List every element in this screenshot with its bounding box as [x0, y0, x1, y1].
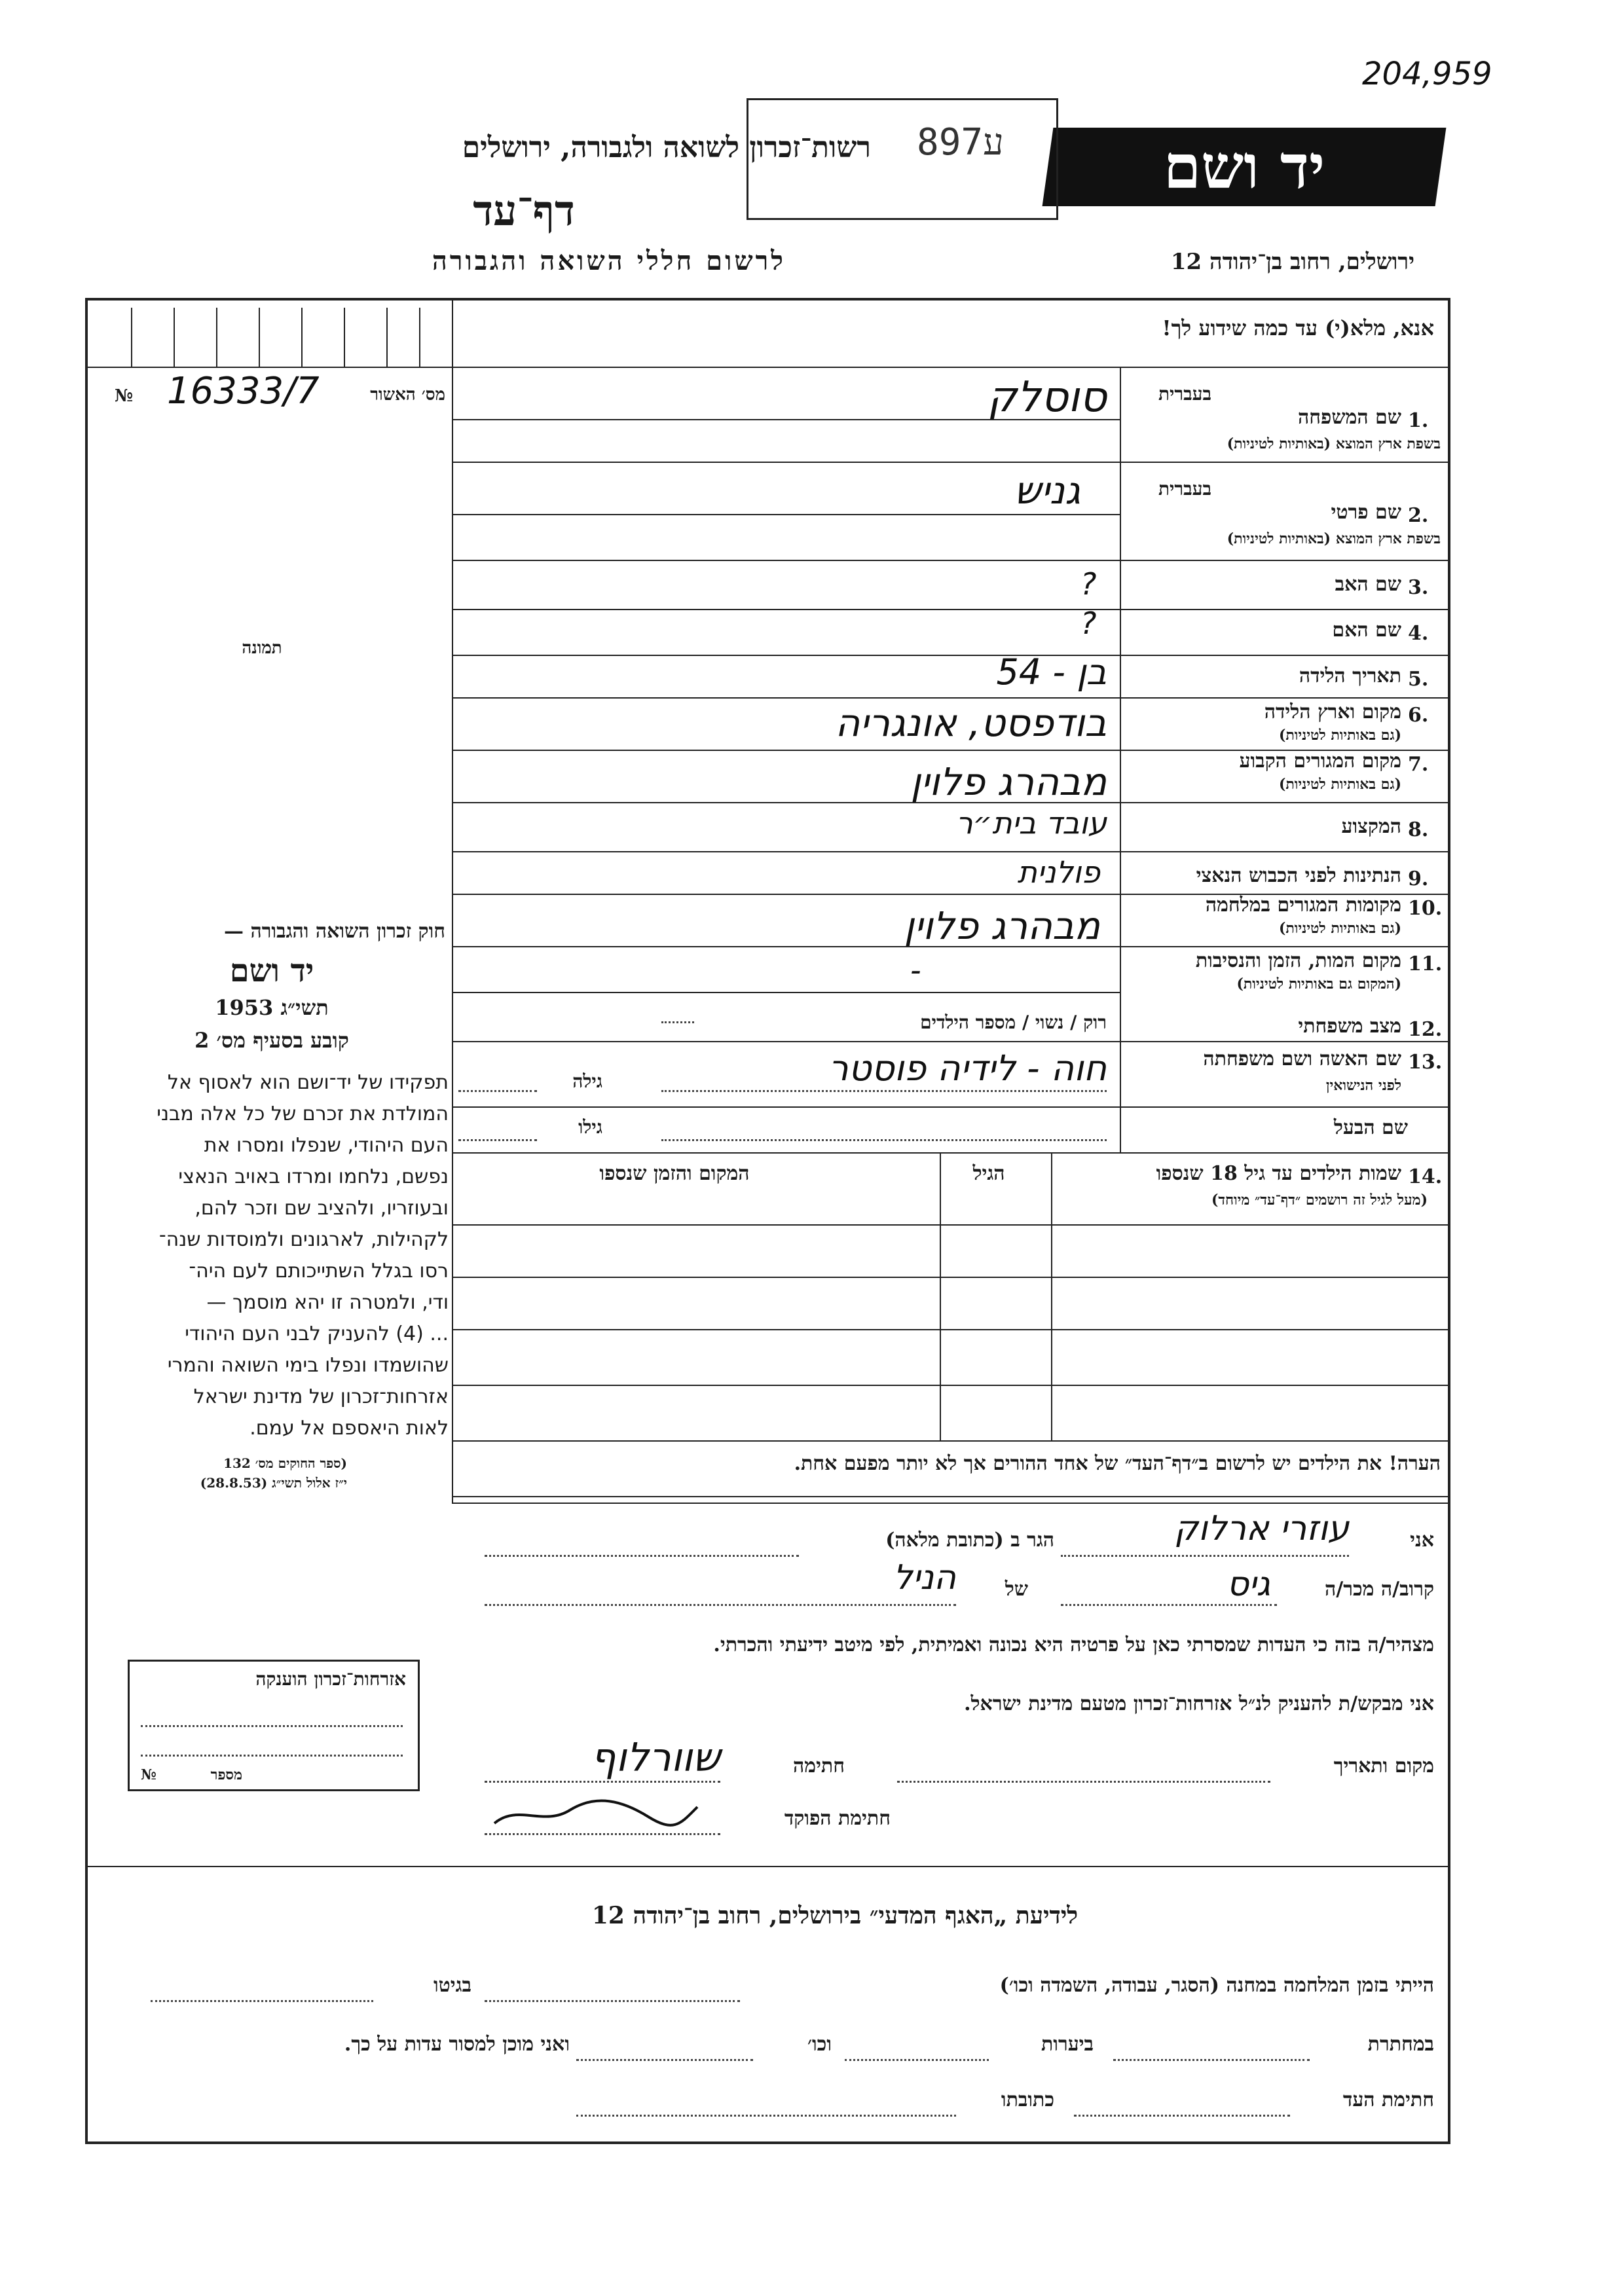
page-title: דף־עד: [473, 187, 575, 236]
label-divider: [1120, 367, 1121, 1152]
field-6-value: בודפסט, אונגריה: [835, 701, 1107, 745]
field-2-sublabel: בשפת ארץ המוצא (באותיות לטיניות): [1227, 530, 1441, 547]
citizenship-box-title: אזרחות־זכרון הוענקה: [255, 1668, 406, 1690]
wife-age-label: גילה: [572, 1070, 602, 1092]
bottom-heading: לידיעת „האגף המדעי״ בירושלים, רחוב בן־יהודה 12: [591, 1902, 1079, 1929]
approval-number-prefix: №: [115, 386, 134, 406]
field-3-value: ?: [1080, 566, 1097, 602]
column-age: הגיל: [972, 1162, 1005, 1185]
field-5-label: תאריך הלידה: [1299, 665, 1401, 687]
field-11-sublabel: (המקום גם באותיות לטיניות): [1236, 975, 1401, 993]
etc-label: וכו׳: [807, 2033, 832, 2056]
request-statement: אני מבקש/ת להעניק לנ״ל אזרחות־זכרון מטעם מדינת ישראל.: [964, 1692, 1434, 1715]
field-2-number: 2.: [1408, 504, 1429, 527]
field-10-number: 10.: [1408, 897, 1443, 920]
field-13-number: 13.: [1408, 1051, 1443, 1074]
field-10-sublabel: (גם באותיות לטיניות): [1278, 920, 1401, 937]
field-7-value: מבהרג פלוין: [910, 759, 1107, 804]
law-section: קובע בסעיף מס׳ 2: [194, 1028, 349, 1053]
decl-resides: הגר ב (כתובת מלאה): [885, 1529, 1054, 1552]
declarant-signature: שוורלוף: [591, 1735, 720, 1781]
of-value: הניל: [893, 1558, 956, 1597]
field-2-label: שם פרטי: [1331, 501, 1401, 524]
field-1-sublabel: בשפת ארץ המוצא (באותיות לטיניות): [1227, 435, 1441, 452]
field-4-label: שם האם: [1332, 619, 1401, 642]
law-text: תפקידו של יד־ושם הוא לאסוף אל המולדת את זכרם של כל אלה מבני העם היהודי, שנפלו ומסרו את נפשם, נלחמו ומרדו באויב הנאצי ובעוזריו, ולהציב שם וזכר להם, לקהילות, לארגונים ולמוסדות שנה־ רסו בגלל השתייכותם לעם היה־ ודי, ולמטרה זו יהא מוסמך — ... (4) להעניק לבני העם היהודי שהושמדו ונפלו בימי השואה והמרי אזרחות־זכרון של מדינת ישראל לאות היאספם אל עמם.: [157, 1071, 449, 1440]
declarant-name: עוזרי ארלוק: [1174, 1509, 1349, 1548]
officer-signature-scribble: [491, 1797, 701, 1830]
marital-options: רוק / נשוי / מספר הילדים: [920, 1011, 1107, 1033]
field-8-label: המקצוע: [1341, 815, 1401, 838]
field-6-number: 6.: [1408, 704, 1429, 727]
field-7-label: מקום המגורים הקבוע: [1239, 750, 1401, 773]
ready-statement: ואני מוכן למסור עדות על כך.: [344, 2033, 570, 2056]
form-subtitle: לרשום חללי השואה והגבורה: [432, 246, 786, 276]
husband-label: שם הבעל: [1333, 1116, 1408, 1139]
approval-label: מס׳ האשור: [370, 385, 445, 405]
relation-value: גיס: [1227, 1565, 1270, 1604]
field-13-value: חוה - לידיה פוסטר: [828, 1048, 1107, 1089]
column-place-time: המקום והזמן שנספו: [599, 1162, 750, 1185]
field-12-label: מצב משפחתי: [1298, 1015, 1401, 1038]
field-1-label: שם המשפחה: [1297, 406, 1401, 429]
address: ירושלים, רחוב בן־יהודה 12: [1170, 249, 1414, 275]
camp-line: הייתי בזמן המלחמה במחנה (הסגר, עבודה, השמדה וכו׳): [999, 1974, 1434, 1997]
signature-label: חתימה: [793, 1755, 845, 1777]
law-year: תשי״ג 1953: [215, 995, 329, 1020]
logo: יד ושם: [1163, 132, 1325, 202]
field-9-value: פולנית: [1017, 854, 1100, 890]
field-8-value: עובד בית״ר: [955, 805, 1107, 841]
hebrew-label-1: בעברית: [1158, 383, 1211, 405]
column-divider: [452, 298, 453, 1503]
field-10-label: מקומות המגורים במלחמה: [1205, 894, 1401, 917]
husband-age-label: גילו: [578, 1116, 602, 1138]
field-12-number: 12.: [1408, 1018, 1443, 1041]
field-4-value: ?: [1080, 606, 1097, 641]
field-11-value: -: [910, 953, 921, 988]
witness-signature-label: חתימת העד: [1342, 2088, 1434, 2111]
field-9-number: 9.: [1408, 867, 1429, 890]
field-14-number: 14.: [1408, 1165, 1443, 1188]
witness-address-label: כתובתו: [1001, 2088, 1054, 2111]
field-11-label: מקום המות, הזמן והנסיבות: [1195, 949, 1401, 972]
field-6-label: מקום וארץ הלידה: [1264, 701, 1401, 723]
box-number-label: מספר: [210, 1766, 242, 1783]
field-13-label: שם האשה ושם משפחתה: [1203, 1048, 1401, 1070]
field-7-number: 7.: [1408, 753, 1429, 776]
field-1-value: סוסלק: [987, 373, 1107, 422]
field-8-number: 8.: [1408, 818, 1429, 841]
field-5-number: 5.: [1408, 668, 1429, 691]
left-top-rule: [85, 367, 452, 368]
field-3-label: שם האב: [1335, 573, 1401, 596]
box-number-prefix: №: [141, 1766, 157, 1783]
law-title: חוק זכרון השואה והגבורה —: [224, 920, 445, 943]
forests-label: ביערות: [1041, 2033, 1094, 2056]
archive-number: 204,959: [1362, 56, 1492, 92]
field-5-value: בן - 54: [996, 651, 1107, 693]
stamp-number: 897ע: [917, 121, 1004, 164]
field-2-value: גניש: [1014, 468, 1080, 513]
law-reference: (ספר החוקים מס׳ 132 י״ז אלול תשי״ג (28.8.53): [200, 1455, 347, 1491]
place-date-label: מקום ותאריך: [1333, 1755, 1434, 1777]
decl-of: של: [1005, 1578, 1028, 1601]
underground-label: במחתרת: [1367, 2033, 1434, 2056]
children-note: הערה! את הילדים יש לרשום ב״דף־העד״ של אחד ההורים אך לא יותר מפעם אחת.: [794, 1452, 1441, 1475]
photo-label: תמונה: [242, 638, 282, 658]
field-11-number: 11.: [1408, 953, 1443, 975]
field-6-sublabel: (גם באותיות לטיניות): [1278, 727, 1401, 744]
hebrew-label-2: בעברית: [1158, 478, 1211, 500]
decl-i-am: אני: [1410, 1529, 1434, 1552]
law-name: יד ושם: [229, 953, 314, 989]
field-3-number: 3.: [1408, 576, 1429, 599]
decl-relative: קרוב/ה מכר/ה: [1325, 1578, 1434, 1601]
approval-number: 16333/7: [167, 370, 320, 412]
field-13-sublabel: לפני הנישואין: [1325, 1077, 1401, 1094]
authority-name: רשות־זכרון לשואה ולגבורה, ירושלים: [462, 131, 871, 164]
field-9-label: הנתינות לפני הכבוש הנאצי: [1196, 864, 1401, 887]
field-14-sublabel: (מעל לגיל זה רושמים ״דף־עד״ מיוחד): [1211, 1192, 1428, 1209]
instructions-line: אנא, מלא(י) עד כמה שידוע לך!: [1162, 316, 1434, 340]
officer-signature-label: חתימת הפוקד: [784, 1807, 891, 1830]
field-14-label: שמות הילדים עד גיל 18 שנספו: [1156, 1162, 1401, 1185]
field-4-number: 4.: [1408, 622, 1429, 645]
ghetto-label: בגיטו: [433, 1974, 471, 1997]
field-1-number: 1.: [1408, 409, 1429, 432]
field-7-sublabel: (גם באותיות לטיניות): [1278, 776, 1401, 793]
declaration-statement: מצהיר/ה בזה כי העדות שמסרתי כאן על פרטיה היא נכונה ואמיתית, לפי מיטב ידיעתי והכרתי.: [713, 1633, 1434, 1656]
field-10-value: מבהרג פלוין: [904, 903, 1100, 948]
